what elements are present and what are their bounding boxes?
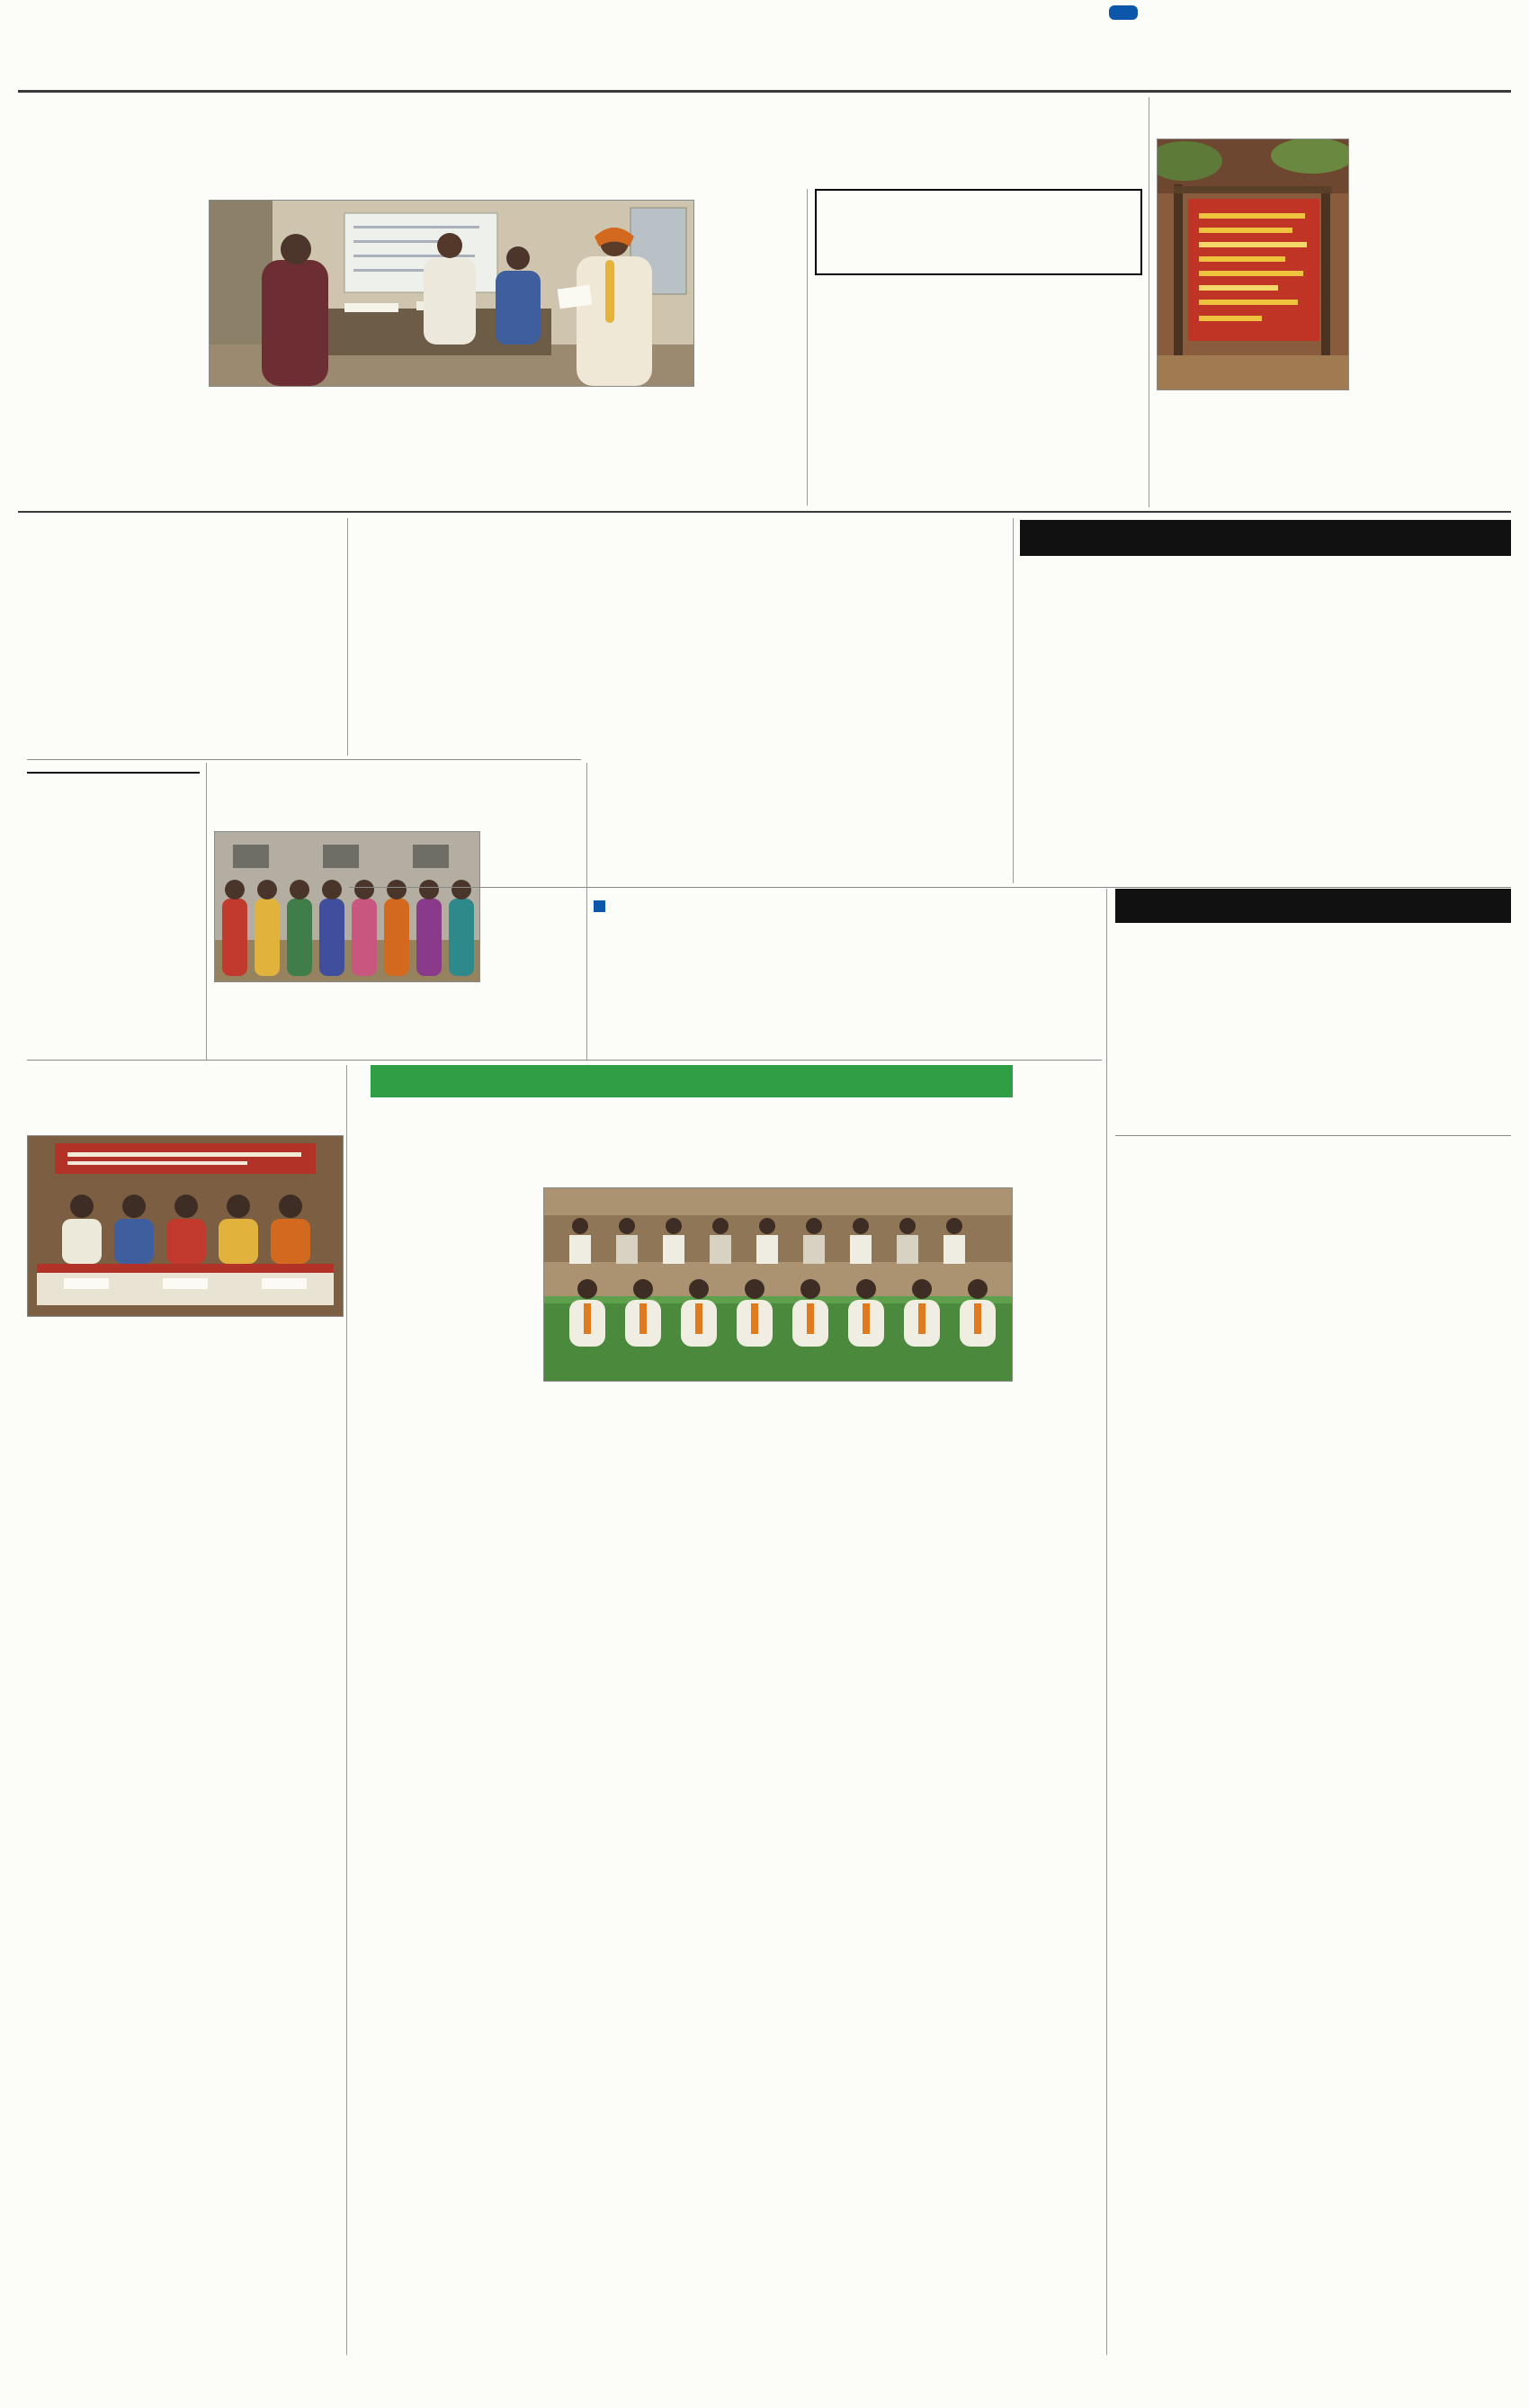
office-scene-illustration [210,201,693,386]
nipuna-photo-meeting [27,1135,344,1317]
section-rule [27,1060,1102,1061]
mao-body-below [1157,394,1347,506]
masthead-rule [18,90,1511,93]
beo-body-below [214,986,478,1058]
sit-in-illustration [544,1188,1012,1381]
logo-name [1109,5,1138,20]
legal-headline-bar [1115,889,1511,923]
red-poster-illustration [1158,139,1348,389]
masthead-logo [1102,5,1318,88]
bullet-icon [594,900,605,912]
lead-body-mid-columns [209,392,693,506]
scst-body [815,304,1140,506]
congress-body-below [353,1392,1013,2355]
section-rule [349,887,1511,888]
column-rule [206,763,207,1060]
block-body [27,586,342,756]
module-rule [1115,1135,1511,1136]
column-rule [807,189,808,506]
scst-headline-box [815,189,1142,275]
pandit-headline [27,766,200,774]
legal-body [1115,952,1511,1128]
nipuna-body [27,1322,342,2355]
mao-body-side [1355,160,1513,506]
congress-kicker-banner [371,1065,1013,1097]
congress-photo-sit-in [543,1187,1013,1382]
column-rule [1106,889,1107,2355]
column-rule [1013,518,1014,883]
adivasi-body [594,988,1097,1058]
sabha-headline-bar [1020,520,1511,556]
mao-photo-red-poster [1157,139,1349,390]
lead-photo-office-scene [209,200,694,387]
neer-body [353,581,1009,882]
column-rule [346,1065,347,2355]
congress-body-side [353,1196,534,1382]
pandit-body [27,844,200,1056]
column-rule [347,518,348,756]
portipada-body [1115,1236,1511,2355]
lead-body-right-column [702,200,800,506]
section-rule [18,511,1511,513]
lead-body-left-column [27,227,201,506]
meeting-illustration [28,1136,343,1316]
adivasi-kicker [594,894,1097,918]
sabha-body [1020,585,1511,882]
